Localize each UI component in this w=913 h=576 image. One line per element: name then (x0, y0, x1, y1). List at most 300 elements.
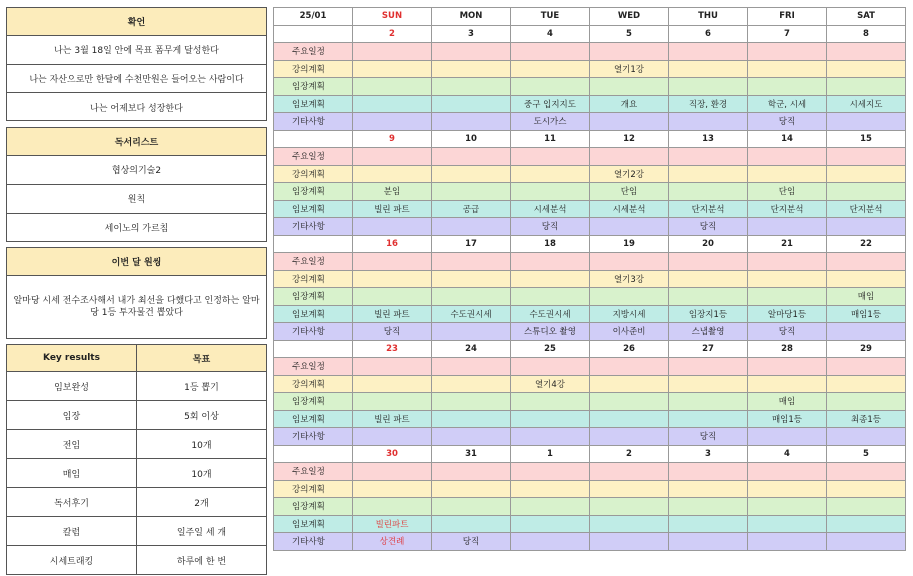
date-cell[interactable]: 27 (669, 340, 748, 358)
date-cell[interactable]: 6 (669, 25, 748, 43)
schedule-cell[interactable]: 당직 (669, 218, 748, 236)
date-cell[interactable]: 18 (511, 235, 590, 253)
schedule-cell[interactable] (748, 533, 827, 551)
schedule-cell[interactable] (590, 463, 669, 481)
schedule-cell[interactable] (748, 253, 827, 271)
category-label: 임보계획 (274, 95, 353, 113)
schedule-cell[interactable] (432, 498, 511, 516)
schedule-cell[interactable]: 수도권시세 (511, 305, 590, 323)
calendar-header-row (274, 8, 906, 26)
schedule-cell[interactable] (827, 393, 906, 411)
schedule-cell[interactable]: 열기2강 (590, 165, 669, 183)
affirmations-box (6, 7, 267, 121)
week-date-row (274, 445, 906, 463)
schedule-cell[interactable] (353, 253, 432, 271)
schedule-cell[interactable] (511, 463, 590, 481)
schedule-cell[interactable]: 직장, 환경 (669, 95, 748, 113)
schedule-cell[interactable] (590, 533, 669, 551)
schedule-cell[interactable] (353, 148, 432, 166)
key-result-row (7, 488, 267, 517)
key-result-name: 칼럼 (7, 517, 137, 546)
schedule-cell[interactable] (669, 515, 748, 533)
schedule-cell[interactable]: 상견례 (353, 533, 432, 551)
date-cell[interactable]: 2 (353, 25, 432, 43)
schedule-cell[interactable] (353, 393, 432, 411)
day-header-thu: THU (669, 8, 748, 26)
schedule-row (274, 148, 906, 166)
date-cell[interactable]: 7 (748, 25, 827, 43)
schedule-cell[interactable] (669, 410, 748, 428)
date-row-spacer (274, 445, 353, 463)
reading-list-item: 협상의기술2 (7, 156, 266, 185)
schedule-cell[interactable] (669, 113, 748, 131)
schedule-cell[interactable] (748, 480, 827, 498)
schedule-cell[interactable] (353, 463, 432, 481)
schedule-cell[interactable]: 단지분석 (669, 200, 748, 218)
affirmation-item: 나는 어제보다 성장한다 (90, 103, 183, 114)
schedule-cell[interactable] (590, 515, 669, 533)
date-cell[interactable]: 17 (432, 235, 511, 253)
schedule-cell[interactable] (353, 78, 432, 96)
schedule-cell[interactable] (511, 480, 590, 498)
schedule-cell[interactable] (827, 183, 906, 201)
schedule-cell[interactable] (590, 218, 669, 236)
schedule-cell[interactable] (432, 60, 511, 78)
schedule-row (274, 515, 906, 533)
schedule-row (274, 60, 906, 78)
date-cell[interactable]: 11 (511, 130, 590, 148)
schedule-cell[interactable]: 당직 (748, 323, 827, 341)
key-result-row (7, 459, 267, 488)
schedule-cell[interactable] (827, 218, 906, 236)
monthly-one-thing-box (6, 247, 267, 339)
day-header-tue: TUE (511, 8, 590, 26)
date-cell[interactable]: 5 (827, 445, 906, 463)
schedule-cell[interactable] (669, 498, 748, 516)
schedule-cell[interactable] (353, 428, 432, 446)
schedule-cell[interactable] (748, 358, 827, 376)
schedule-cell[interactable] (827, 323, 906, 341)
date-cell[interactable]: 28 (748, 340, 827, 358)
date-cell[interactable]: 3 (669, 445, 748, 463)
key-result-goal: 10개 (137, 430, 267, 459)
schedule-cell[interactable]: 시세분석 (511, 200, 590, 218)
schedule-cell[interactable] (511, 410, 590, 428)
schedule-cell[interactable]: 임장지1등 (669, 305, 748, 323)
schedule-row (274, 305, 906, 323)
schedule-cell[interactable] (511, 270, 590, 288)
schedule-cell[interactable]: 최종1등 (827, 410, 906, 428)
key-result-row (7, 372, 267, 401)
schedule-cell[interactable] (511, 165, 590, 183)
schedule-cell[interactable]: 열기3강 (590, 270, 669, 288)
schedule-cell[interactable] (511, 43, 590, 61)
schedule-cell[interactable]: 알마당1등 (748, 305, 827, 323)
affirmations-title: 확언 (7, 8, 266, 36)
category-label: 주요일정 (274, 43, 353, 61)
key-result-goal: 10개 (137, 459, 267, 488)
schedule-cell[interactable] (432, 148, 511, 166)
schedule-cell[interactable] (748, 60, 827, 78)
schedule-cell[interactable] (669, 148, 748, 166)
schedule-cell[interactable] (590, 358, 669, 376)
date-cell[interactable]: 9 (353, 130, 432, 148)
schedule-cell[interactable] (827, 463, 906, 481)
schedule-cell[interactable]: 당직 (432, 533, 511, 551)
key-result-name: 매임 (7, 459, 137, 488)
schedule-cell[interactable]: 빌린 파트 (353, 305, 432, 323)
schedule-cell[interactable]: 단임 (748, 183, 827, 201)
schedule-row (274, 270, 906, 288)
date-cell[interactable]: 8 (827, 25, 906, 43)
schedule-cell[interactable] (353, 498, 432, 516)
schedule-cell[interactable] (432, 323, 511, 341)
schedule-cell[interactable] (511, 288, 590, 306)
date-cell[interactable]: 24 (432, 340, 511, 358)
day-header-mon: MON (432, 8, 511, 26)
key-result-name: 임보완성 (7, 372, 137, 401)
schedule-cell[interactable] (353, 95, 432, 113)
schedule-cell[interactable]: 매임1등 (748, 410, 827, 428)
category-label: 기타사항 (274, 533, 353, 551)
schedule-cell[interactable] (669, 375, 748, 393)
schedule-cell[interactable] (432, 113, 511, 131)
schedule-cell[interactable] (669, 183, 748, 201)
schedule-cell[interactable] (432, 165, 511, 183)
schedule-cell[interactable] (590, 78, 669, 96)
schedule-cell[interactable]: 학군, 시세 (748, 95, 827, 113)
schedule-cell[interactable] (511, 533, 590, 551)
schedule-row (274, 218, 906, 236)
schedule-cell[interactable] (432, 410, 511, 428)
schedule-cell[interactable] (511, 428, 590, 446)
schedule-cell[interactable]: 매임1등 (827, 305, 906, 323)
schedule-cell[interactable] (827, 358, 906, 376)
key-result-goal: 하루에 한 번 (137, 546, 267, 575)
schedule-cell[interactable]: 개요 (590, 95, 669, 113)
schedule-cell[interactable] (748, 165, 827, 183)
schedule-cell[interactable] (432, 270, 511, 288)
schedule-cell[interactable] (432, 288, 511, 306)
schedule-cell[interactable]: 이사준비 (590, 323, 669, 341)
schedule-cell[interactable] (432, 480, 511, 498)
schedule-cell[interactable]: 지방시세 (590, 305, 669, 323)
schedule-cell[interactable] (827, 498, 906, 516)
schedule-cell[interactable] (432, 78, 511, 96)
week-date-row (274, 340, 906, 358)
category-label: 주요일정 (274, 253, 353, 271)
date-cell[interactable]: 5 (590, 25, 669, 43)
schedule-cell[interactable]: 당직 (353, 323, 432, 341)
week-date-row (274, 235, 906, 253)
schedule-cell[interactable] (511, 253, 590, 271)
schedule-row (274, 498, 906, 516)
schedule-cell[interactable]: 시세지도 (827, 95, 906, 113)
schedule-cell[interactable]: 열기1강 (590, 60, 669, 78)
schedule-row (274, 323, 906, 341)
week-date-row (274, 130, 906, 148)
schedule-cell[interactable] (748, 428, 827, 446)
schedule-cell[interactable] (669, 253, 748, 271)
schedule-cell[interactable] (353, 113, 432, 131)
date-cell[interactable]: 16 (353, 235, 432, 253)
day-header-wed: WED (590, 8, 669, 26)
schedule-cell[interactable]: 당직 (669, 428, 748, 446)
schedule-cell[interactable] (432, 253, 511, 271)
schedule-cell[interactable] (748, 375, 827, 393)
key-result-goal: 2개 (137, 488, 267, 517)
date-cell[interactable]: 25 (511, 340, 590, 358)
date-cell[interactable]: 2 (590, 445, 669, 463)
schedule-cell[interactable] (590, 393, 669, 411)
key-result-name: 독서후기 (7, 488, 137, 517)
schedule-cell[interactable] (748, 78, 827, 96)
schedule-cell[interactable] (827, 480, 906, 498)
key-result-row (7, 401, 267, 430)
category-label: 임보계획 (274, 410, 353, 428)
schedule-row (274, 43, 906, 61)
schedule-cell[interactable]: 시세분석 (590, 200, 669, 218)
schedule-cell[interactable] (432, 95, 511, 113)
schedule-cell[interactable]: 빌린 파트 (353, 200, 432, 218)
schedule-cell[interactable] (827, 60, 906, 78)
schedule-cell[interactable]: 당직 (511, 218, 590, 236)
schedule-cell[interactable]: 매임 (748, 393, 827, 411)
schedule-cell[interactable] (432, 515, 511, 533)
schedule-cell[interactable] (432, 428, 511, 446)
category-label: 기타사항 (274, 113, 353, 131)
category-label: 임장계획 (274, 498, 353, 516)
schedule-cell[interactable] (669, 288, 748, 306)
date-cell[interactable]: 10 (432, 130, 511, 148)
schedule-cell[interactable]: 단임 (590, 183, 669, 201)
schedule-row (274, 113, 906, 131)
key-result-name: 전임 (7, 430, 137, 459)
schedule-cell[interactable] (511, 393, 590, 411)
schedule-cell[interactable]: 열기4강 (511, 375, 590, 393)
date-cell[interactable]: 22 (827, 235, 906, 253)
date-cell[interactable]: 31 (432, 445, 511, 463)
schedule-cell[interactable] (669, 78, 748, 96)
schedule-cell[interactable]: 매임 (827, 288, 906, 306)
reading-list-item: 세이노의 가르침 (104, 224, 169, 235)
schedule-cell[interactable] (827, 515, 906, 533)
monthly-calendar (273, 7, 906, 551)
schedule-cell[interactable]: 스냅촬영 (669, 323, 748, 341)
schedule-cell[interactable] (353, 218, 432, 236)
category-label: 주요일정 (274, 148, 353, 166)
schedule-row (274, 358, 906, 376)
day-header-fri: FRI (748, 8, 827, 26)
schedule-cell[interactable] (827, 270, 906, 288)
reading-list-box (6, 127, 267, 242)
schedule-cell[interactable] (827, 533, 906, 551)
date-cell[interactable]: 4 (748, 445, 827, 463)
goal-header: 목표 (137, 345, 267, 372)
category-label: 임보계획 (274, 200, 353, 218)
schedule-row (274, 200, 906, 218)
date-row-spacer (274, 235, 353, 253)
date-cell[interactable]: 21 (748, 235, 827, 253)
date-cell[interactable]: 12 (590, 130, 669, 148)
schedule-cell[interactable]: 중구 입지지도 (511, 95, 590, 113)
schedule-cell[interactable] (590, 253, 669, 271)
date-cell[interactable]: 23 (353, 340, 432, 358)
schedule-row (274, 533, 906, 551)
day-header-sun: SUN (353, 8, 432, 26)
schedule-cell[interactable] (827, 165, 906, 183)
key-result-name: 시세트래킹 (7, 546, 137, 575)
schedule-cell[interactable] (353, 288, 432, 306)
schedule-cell[interactable]: 단지분석 (827, 200, 906, 218)
schedule-cell[interactable] (590, 480, 669, 498)
schedule-row (274, 288, 906, 306)
schedule-cell[interactable] (669, 393, 748, 411)
date-cell[interactable]: 14 (748, 130, 827, 148)
date-row-spacer (274, 25, 353, 43)
schedule-cell[interactable] (827, 375, 906, 393)
schedule-cell[interactable] (511, 148, 590, 166)
schedule-cell[interactable] (353, 60, 432, 78)
category-label: 강의계획 (274, 375, 353, 393)
key-result-row (7, 430, 267, 459)
key-results-header: Key results (7, 345, 137, 372)
schedule-cell[interactable] (669, 60, 748, 78)
schedule-cell[interactable]: 공급 (432, 200, 511, 218)
schedule-cell[interactable] (748, 218, 827, 236)
schedule-cell[interactable]: 분임 (353, 183, 432, 201)
category-label: 강의계획 (274, 165, 353, 183)
date-cell[interactable]: 30 (353, 445, 432, 463)
schedule-cell[interactable] (669, 533, 748, 551)
schedule-cell[interactable] (590, 375, 669, 393)
schedule-cell[interactable] (827, 148, 906, 166)
category-label: 기타사항 (274, 323, 353, 341)
date-cell[interactable]: 19 (590, 235, 669, 253)
schedule-cell[interactable] (432, 375, 511, 393)
category-label: 주요일정 (274, 463, 353, 481)
date-row-spacer (274, 130, 353, 148)
schedule-cell[interactable] (432, 358, 511, 376)
schedule-cell[interactable]: 단지분석 (748, 200, 827, 218)
schedule-cell[interactable] (669, 463, 748, 481)
reading-list-title: 독서리스트 (7, 128, 266, 156)
schedule-cell[interactable] (748, 288, 827, 306)
schedule-cell[interactable] (353, 43, 432, 61)
schedule-cell[interactable]: 스튜디오 촬영 (511, 323, 590, 341)
schedule-cell[interactable] (590, 498, 669, 516)
schedule-cell[interactable] (669, 480, 748, 498)
category-label: 임장계획 (274, 288, 353, 306)
month-label: 25/01 (274, 8, 353, 26)
monthly-one-thing-text: 알마당 시세 전수조사해서 내가 최선을 다했다고 인정하는 알마당 1등 투자물건 뽑았다 (13, 296, 260, 318)
category-label: 강의계획 (274, 270, 353, 288)
key-result-goal: 5회 이상 (137, 401, 267, 430)
schedule-cell[interactable] (748, 463, 827, 481)
schedule-row (274, 375, 906, 393)
schedule-cell[interactable] (511, 78, 590, 96)
schedule-cell[interactable] (748, 148, 827, 166)
schedule-cell[interactable] (590, 113, 669, 131)
category-label: 기타사항 (274, 218, 353, 236)
schedule-row (274, 393, 906, 411)
schedule-cell[interactable]: 도시가스 (511, 113, 590, 131)
schedule-cell[interactable] (590, 428, 669, 446)
schedule-cell[interactable] (353, 270, 432, 288)
date-cell[interactable]: 13 (669, 130, 748, 148)
schedule-cell[interactable] (511, 515, 590, 533)
schedule-cell[interactable] (353, 358, 432, 376)
schedule-cell[interactable] (748, 43, 827, 61)
date-cell[interactable]: 15 (827, 130, 906, 148)
category-label: 강의계획 (274, 480, 353, 498)
schedule-row (274, 183, 906, 201)
schedule-cell[interactable] (827, 428, 906, 446)
category-label: 임장계획 (274, 183, 353, 201)
schedule-cell[interactable] (669, 165, 748, 183)
schedule-cell[interactable]: 수도권시세 (432, 305, 511, 323)
schedule-cell[interactable] (353, 375, 432, 393)
schedule-cell[interactable] (669, 358, 748, 376)
monthly-one-thing-title: 이번 달 원씽 (7, 248, 266, 276)
schedule-cell[interactable]: 빌린파트 (353, 515, 432, 533)
date-cell[interactable]: 3 (432, 25, 511, 43)
schedule-row (274, 463, 906, 481)
date-cell[interactable]: 29 (827, 340, 906, 358)
schedule-cell[interactable] (827, 78, 906, 96)
category-label: 임보계획 (274, 515, 353, 533)
schedule-cell[interactable] (748, 515, 827, 533)
schedule-cell[interactable] (432, 463, 511, 481)
key-results-table (6, 344, 267, 575)
schedule-cell[interactable] (432, 43, 511, 61)
schedule-cell[interactable]: 빌린 파트 (353, 410, 432, 428)
week-date-row (274, 25, 906, 43)
schedule-cell[interactable] (590, 288, 669, 306)
schedule-cell[interactable] (511, 60, 590, 78)
category-label: 임장계획 (274, 393, 353, 411)
date-cell[interactable]: 20 (669, 235, 748, 253)
date-cell[interactable]: 4 (511, 25, 590, 43)
schedule-cell[interactable] (827, 113, 906, 131)
schedule-cell[interactable] (590, 410, 669, 428)
schedule-cell[interactable] (353, 165, 432, 183)
reading-list-item: 원칙 (7, 185, 266, 214)
schedule-cell[interactable] (511, 498, 590, 516)
schedule-cell[interactable] (669, 270, 748, 288)
schedule-cell[interactable] (432, 218, 511, 236)
schedule-cell[interactable] (511, 358, 590, 376)
schedule-cell[interactable] (590, 148, 669, 166)
schedule-cell[interactable] (511, 183, 590, 201)
schedule-cell[interactable] (353, 480, 432, 498)
schedule-row (274, 428, 906, 446)
category-label: 임보계획 (274, 305, 353, 323)
category-label: 기타사항 (274, 428, 353, 446)
schedule-cell[interactable] (748, 270, 827, 288)
schedule-cell[interactable] (432, 393, 511, 411)
schedule-cell[interactable] (669, 43, 748, 61)
date-cell[interactable]: 26 (590, 340, 669, 358)
category-label: 임장계획 (274, 78, 353, 96)
schedule-cell[interactable] (827, 43, 906, 61)
schedule-cell[interactable] (432, 183, 511, 201)
date-cell[interactable]: 1 (511, 445, 590, 463)
schedule-cell[interactable] (827, 253, 906, 271)
schedule-cell[interactable] (590, 43, 669, 61)
schedule-cell[interactable] (748, 498, 827, 516)
schedule-cell[interactable]: 당직 (748, 113, 827, 131)
